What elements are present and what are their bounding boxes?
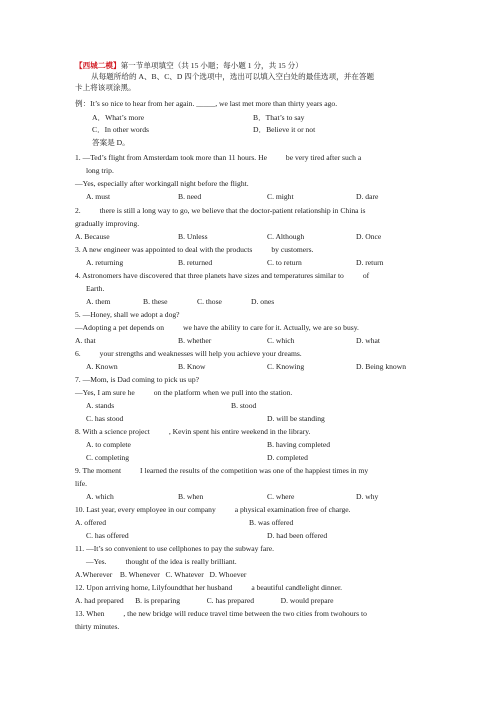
option-c: C. which	[267, 336, 295, 345]
question-stem-cont: gradually improving.	[75, 219, 140, 228]
option-b: B. these	[143, 297, 168, 306]
question-stem: 1. —Ted’s flight from Amsterdam took more than 11 hours. He be very tired after such a	[75, 153, 362, 162]
example-stem: 例：It’s so nice to hear from her again. _____, we last met more than thirty years ago.	[75, 99, 338, 108]
question-stem: 4. Astronomers have discovered that three planets have sizes and temperatures similar to of	[75, 271, 370, 280]
option-c: C. Although	[267, 232, 305, 241]
question-stem-cont: —Yes, I am sure he on the platform when we pull into the station.	[75, 388, 293, 397]
option-d: D. ones	[251, 297, 275, 306]
option-a: A. that	[75, 336, 96, 345]
question-stem: 3. A new engineer was appointed to deal with the products by customers.	[75, 245, 314, 254]
option-b: B. stood	[231, 401, 257, 410]
option-c: C. those	[197, 297, 222, 306]
option-b: B. having completed	[267, 440, 331, 449]
question-stem: 2. there is still a long way to go, we believe that the doctor-patient relationship in China is	[75, 206, 366, 215]
section-heading	[75, 61, 303, 71]
question-stem: 13. When , the new bridge will reduce travel time between the two cities from twohours to	[75, 609, 367, 618]
option-a: A. to complete	[86, 440, 131, 449]
question-stem: 8. With a science project , Kevin spent his entire weekend in the library.	[75, 427, 311, 436]
question-stem-cont: —Adopting a pet depends on we have the ability to care for it. Actually, we are so busy.	[75, 323, 359, 332]
option-d: D. return	[356, 258, 384, 267]
option-a: A. stands	[86, 401, 115, 410]
example-option-c: C．In other words	[92, 125, 149, 134]
option-d: D. Being known	[356, 362, 406, 371]
option-d: D. why	[356, 492, 379, 501]
question-stem-cont: long trip.	[86, 166, 114, 175]
question-stem: 7. —Mom, is Dad coming to pick us up?	[75, 375, 200, 384]
question-stem-cont: life.	[75, 479, 88, 488]
option-d: D. Once	[356, 232, 382, 241]
option-a: A. which	[86, 492, 114, 501]
question-stem: 6. your strengths and weaknesses will help you achieve your dreams.	[75, 349, 302, 358]
question-stem-cont: Earth.	[86, 284, 105, 293]
question-stem: 9. The moment I learned the results of the competition was one of the happiest times in my	[75, 466, 369, 475]
option-d: D. what	[356, 336, 381, 345]
question-stem: 12. Upon arriving home, Lilyfoundthat her husband a beautiful candlelight dinner.	[75, 583, 342, 592]
option-c: C. might	[267, 192, 294, 201]
option-a: A. them	[86, 297, 111, 306]
example-option-a: A．What’s more	[92, 113, 145, 122]
option-a: A. Known	[86, 362, 118, 371]
example-option-b: B．That’s to say	[253, 113, 305, 122]
option-c: C. completing	[86, 453, 130, 462]
options-line: A. had prepared B. is preparing C. has prepared D. would prepare	[75, 596, 334, 605]
instructions-line: 从每题所给的 A、B、C、D 四个选项中，选出可以填入空白处的最佳选项，并在答题	[91, 72, 375, 81]
option-a: A. offered	[75, 518, 107, 527]
question-stem: 10. Last year, every employee in our company a physical examination free of charge.	[75, 505, 351, 514]
options-line: A.Wherever B. Whenever C. Whatever D. Whoever	[75, 570, 247, 579]
example-option-d: D．Believe it or not	[253, 125, 316, 134]
option-c: C. to return	[267, 258, 302, 267]
source-tag: 【西城二模】	[75, 61, 121, 70]
option-b: B. when	[178, 492, 204, 501]
option-d: D. had been offered	[267, 531, 328, 540]
instructions-line: 卡上将该项涂黑。	[75, 83, 136, 92]
option-b: B. was offered	[249, 518, 294, 527]
option-d: D. completed	[267, 453, 308, 462]
option-c: C. where	[267, 492, 295, 501]
option-c: C. has stood	[86, 414, 124, 423]
option-a: A. returning	[86, 258, 124, 267]
option-c: C. has offered	[86, 531, 129, 540]
option-a: A. must	[86, 192, 111, 201]
option-c: C. Knowing	[267, 362, 305, 371]
option-b: B. Know	[178, 362, 206, 371]
option-b: B. Unless	[178, 232, 208, 241]
question-stem: —Yes, especially after workingall night before the flight.	[75, 179, 249, 188]
option-d: D. dare	[356, 192, 379, 201]
question-stem-cont: —Yes. thought of the idea is really brilliant.	[86, 557, 237, 566]
option-a: A. Because	[75, 232, 110, 241]
option-b: B. whether	[178, 336, 212, 345]
question-stem: 5. —Honey, shall we adopt a dog?	[75, 310, 180, 319]
option-b: B. returned	[178, 258, 213, 267]
example-answer: 答案是 D。	[92, 138, 130, 147]
option-b: B. need	[178, 192, 202, 201]
question-stem-cont: thirty minutes.	[75, 622, 120, 631]
option-d: D. will be standing	[267, 414, 325, 423]
question-stem: 11. —It’s so convenient to use cellphones to pay the subway fare.	[75, 544, 275, 553]
section-title: 第一节单项填空（共 15 小题；每小题 1 分，共 15 分）	[120, 61, 303, 70]
